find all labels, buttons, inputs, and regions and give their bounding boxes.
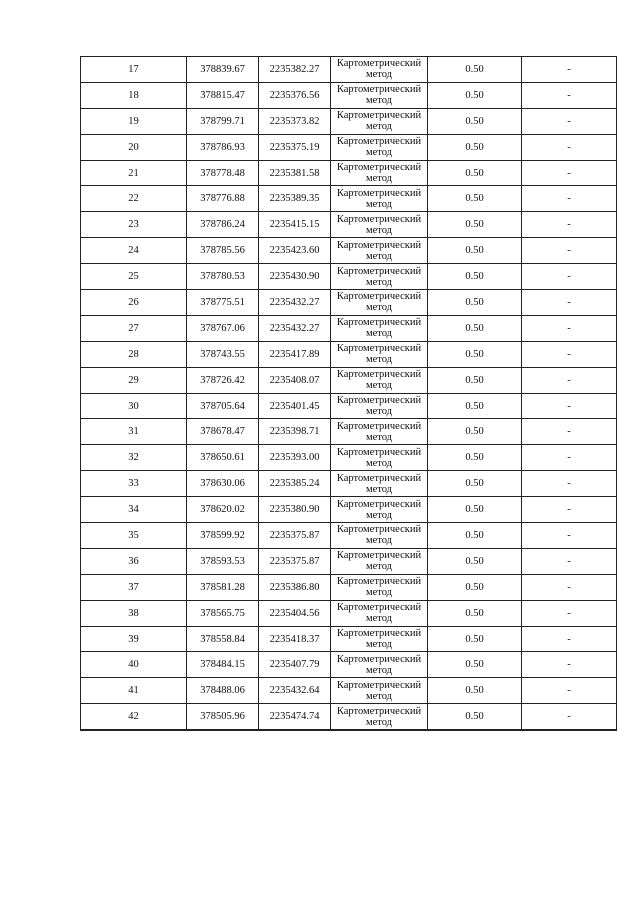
point-number-cell: 20 <box>81 134 187 160</box>
table-row <box>81 471 617 497</box>
method-cell <box>331 497 428 523</box>
x-coordinate-cell: 378780.53 <box>187 264 259 290</box>
method-line-2: метод <box>365 535 393 547</box>
accuracy-cell: 0.50 <box>428 626 522 652</box>
accuracy-cell: 0.50 <box>428 238 522 264</box>
accuracy-cell: 0.50 <box>428 367 522 393</box>
y-coordinate-cell: 2235382.27 <box>259 57 331 83</box>
y-coordinate-cell: 2235385.24 <box>259 471 331 497</box>
extra-cell: - <box>522 523 617 549</box>
x-coordinate-cell: 378650.61 <box>187 445 259 471</box>
method-cell <box>331 108 428 134</box>
method-line-1: Картометрический <box>336 369 422 381</box>
extra-cell: - <box>522 160 617 186</box>
accuracy-cell: 0.50 <box>428 82 522 108</box>
method-cell <box>331 523 428 549</box>
table-row <box>81 548 617 574</box>
method-cell <box>331 341 428 367</box>
point-number-cell: 26 <box>81 290 187 316</box>
point-number-cell: 31 <box>81 419 187 445</box>
method-line-1: Картометрический <box>336 343 422 355</box>
method-cell <box>331 212 428 238</box>
accuracy-cell: 0.50 <box>428 315 522 341</box>
x-coordinate-cell: 378488.06 <box>187 678 259 704</box>
extra-cell: - <box>522 497 617 523</box>
y-coordinate-cell: 2235407.79 <box>259 652 331 678</box>
x-coordinate-cell: 378785.56 <box>187 238 259 264</box>
extra-cell: - <box>522 264 617 290</box>
y-coordinate-cell: 2235415.15 <box>259 212 331 238</box>
method-line-2: метод <box>365 639 393 651</box>
extra-cell: - <box>522 238 617 264</box>
x-coordinate-cell: 378581.28 <box>187 574 259 600</box>
accuracy-cell: 0.50 <box>428 160 522 186</box>
table-row <box>81 574 617 600</box>
y-coordinate-cell: 2235393.00 <box>259 445 331 471</box>
method-line-2: метод <box>365 302 393 314</box>
table-row <box>81 497 617 523</box>
table-row <box>81 367 617 393</box>
y-coordinate-cell: 2235417.89 <box>259 341 331 367</box>
point-number-cell: 27 <box>81 315 187 341</box>
accuracy-cell: 0.50 <box>428 471 522 497</box>
method-line-1: Картометрический <box>336 472 422 484</box>
method-line-1: Картометрический <box>336 628 422 640</box>
x-coordinate-cell: 378599.92 <box>187 523 259 549</box>
accuracy-cell: 0.50 <box>428 212 522 238</box>
method-line-2: метод <box>365 380 393 392</box>
method-line-1: Картометрический <box>336 213 422 225</box>
y-coordinate-cell: 2235375.87 <box>259 523 331 549</box>
point-number-cell: 41 <box>81 678 187 704</box>
method-cell <box>331 548 428 574</box>
table-row <box>81 264 617 290</box>
point-number-cell: 35 <box>81 523 187 549</box>
accuracy-cell: 0.50 <box>428 445 522 471</box>
method-line-2: метод <box>365 224 393 236</box>
x-coordinate-cell: 378505.96 <box>187 704 259 730</box>
x-coordinate-cell: 378565.75 <box>187 600 259 626</box>
extra-cell: - <box>522 57 617 83</box>
point-number-cell: 36 <box>81 548 187 574</box>
table-row <box>81 445 617 471</box>
point-number-cell: 40 <box>81 652 187 678</box>
table-row <box>81 600 617 626</box>
x-coordinate-cell: 378705.64 <box>187 393 259 419</box>
point-number-cell: 33 <box>81 471 187 497</box>
method-cell <box>331 626 428 652</box>
method-line-2: метод <box>365 95 393 107</box>
y-coordinate-cell: 2235474.74 <box>259 704 331 730</box>
table-row <box>81 82 617 108</box>
extra-cell: - <box>522 212 617 238</box>
point-number-cell: 38 <box>81 600 187 626</box>
x-coordinate-cell: 378786.24 <box>187 212 259 238</box>
extra-cell: - <box>522 367 617 393</box>
method-cell <box>331 574 428 600</box>
table-row <box>81 678 617 704</box>
y-coordinate-cell: 2235432.27 <box>259 290 331 316</box>
method-line-1: Картометрический <box>336 524 422 536</box>
y-coordinate-cell: 2235423.60 <box>259 238 331 264</box>
method-cell <box>331 238 428 264</box>
table-row <box>81 290 617 316</box>
table-row <box>81 523 617 549</box>
method-cell <box>331 471 428 497</box>
method-line-2: метод <box>365 690 393 702</box>
table-row <box>81 212 617 238</box>
point-number-cell: 24 <box>81 238 187 264</box>
y-coordinate-cell: 2235375.87 <box>259 548 331 574</box>
point-number-cell: 32 <box>81 445 187 471</box>
method-cell <box>331 367 428 393</box>
table-row <box>81 419 617 445</box>
accuracy-cell: 0.50 <box>428 290 522 316</box>
method-line-2: метод <box>365 354 393 366</box>
point-number-cell: 30 <box>81 393 187 419</box>
y-coordinate-cell: 2235408.07 <box>259 367 331 393</box>
extra-cell: - <box>522 290 617 316</box>
method-line-1: Картометрический <box>336 653 422 665</box>
accuracy-cell: 0.50 <box>428 600 522 626</box>
extra-cell: - <box>522 82 617 108</box>
point-number-cell: 21 <box>81 160 187 186</box>
method-line-1: Картометрический <box>336 498 422 510</box>
x-coordinate-cell: 378767.06 <box>187 315 259 341</box>
table-row <box>81 238 617 264</box>
method-line-2: метод <box>365 509 393 521</box>
method-line-2: метод <box>365 716 393 728</box>
method-line-2: метод <box>365 198 393 210</box>
extra-cell: - <box>522 315 617 341</box>
method-line-2: метод <box>365 406 393 418</box>
table-row <box>81 57 617 83</box>
method-cell <box>331 445 428 471</box>
accuracy-cell: 0.50 <box>428 497 522 523</box>
point-number-cell: 25 <box>81 264 187 290</box>
method-line-1: Картометрический <box>336 291 422 303</box>
y-coordinate-cell: 2235432.64 <box>259 678 331 704</box>
point-number-cell: 23 <box>81 212 187 238</box>
y-coordinate-cell: 2235398.71 <box>259 419 331 445</box>
extra-cell: - <box>522 652 617 678</box>
extra-cell: - <box>522 548 617 574</box>
method-line-1: Картометрический <box>336 705 422 717</box>
method-cell <box>331 160 428 186</box>
extra-cell: - <box>522 445 617 471</box>
method-line-2: метод <box>365 613 393 625</box>
method-cell <box>331 134 428 160</box>
y-coordinate-cell: 2235432.27 <box>259 315 331 341</box>
x-coordinate-cell: 378815.47 <box>187 82 259 108</box>
extra-cell: - <box>522 186 617 212</box>
accuracy-cell: 0.50 <box>428 548 522 574</box>
y-coordinate-cell: 2235375.19 <box>259 134 331 160</box>
table-row <box>81 160 617 186</box>
method-line-2: метод <box>365 173 393 184</box>
point-number-cell: 17 <box>81 57 187 83</box>
method-line-2: метод <box>365 250 393 262</box>
table-row <box>81 315 617 341</box>
extra-cell: - <box>522 341 617 367</box>
method-line-1: Картометрический <box>336 239 422 251</box>
extra-cell: - <box>522 704 617 730</box>
extra-cell: - <box>522 419 617 445</box>
table-row <box>81 186 617 212</box>
accuracy-cell: 0.50 <box>428 186 522 212</box>
method-line-1: Картометрический <box>336 162 422 173</box>
x-coordinate-cell: 378839.67 <box>187 57 259 83</box>
method-line-2: метод <box>365 147 393 159</box>
point-number-cell: 18 <box>81 82 187 108</box>
y-coordinate-cell: 2235386.80 <box>259 574 331 600</box>
point-number-cell: 37 <box>81 574 187 600</box>
y-coordinate-cell: 2235376.56 <box>259 82 331 108</box>
y-coordinate-cell: 2235380.90 <box>259 497 331 523</box>
x-coordinate-cell: 378776.88 <box>187 186 259 212</box>
extra-cell: - <box>522 678 617 704</box>
table-row <box>81 652 617 678</box>
table-row <box>81 341 617 367</box>
accuracy-cell: 0.50 <box>428 652 522 678</box>
x-coordinate-cell: 378799.71 <box>187 108 259 134</box>
accuracy-cell: 0.50 <box>428 341 522 367</box>
table-row <box>81 704 617 730</box>
x-coordinate-cell: 378484.15 <box>187 652 259 678</box>
x-coordinate-cell: 378786.93 <box>187 134 259 160</box>
point-number-cell: 28 <box>81 341 187 367</box>
point-number-cell: 34 <box>81 497 187 523</box>
method-line-2: метод <box>365 328 393 340</box>
y-coordinate-cell: 2235430.90 <box>259 264 331 290</box>
table-row <box>81 626 617 652</box>
y-coordinate-cell: 2235381.58 <box>259 160 331 186</box>
accuracy-cell: 0.50 <box>428 574 522 600</box>
x-coordinate-cell: 378726.42 <box>187 367 259 393</box>
point-number-cell: 19 <box>81 108 187 134</box>
extra-cell: - <box>522 574 617 600</box>
x-coordinate-cell: 378775.51 <box>187 290 259 316</box>
x-coordinate-cell: 378630.06 <box>187 471 259 497</box>
method-cell <box>331 600 428 626</box>
method-line-1: Картометрический <box>336 550 422 562</box>
coordinates-table <box>80 56 617 731</box>
y-coordinate-cell: 2235404.56 <box>259 600 331 626</box>
accuracy-cell: 0.50 <box>428 134 522 160</box>
table-row <box>81 393 617 419</box>
method-line-2: метод <box>365 664 393 676</box>
extra-cell: - <box>522 600 617 626</box>
method-line-1: Картометрический <box>336 446 422 458</box>
x-coordinate-cell: 378593.53 <box>187 548 259 574</box>
method-line-2: метод <box>365 587 393 599</box>
point-number-cell: 29 <box>81 367 187 393</box>
x-coordinate-cell: 378678.47 <box>187 419 259 445</box>
y-coordinate-cell: 2235401.45 <box>259 393 331 419</box>
method-cell <box>331 264 428 290</box>
method-line-2: метод <box>365 69 393 81</box>
x-coordinate-cell: 378743.55 <box>187 341 259 367</box>
accuracy-cell: 0.50 <box>428 393 522 419</box>
method-line-1: Картометрический <box>336 136 422 148</box>
accuracy-cell: 0.50 <box>428 264 522 290</box>
extra-cell: - <box>522 626 617 652</box>
method-line-1: Картометрический <box>336 265 422 277</box>
method-line-1: Картометрический <box>336 420 422 432</box>
extra-cell: - <box>522 471 617 497</box>
method-cell <box>331 678 428 704</box>
method-line-2: метод <box>365 431 393 443</box>
method-line-1: Картометрический <box>336 58 422 70</box>
point-number-cell: 22 <box>81 186 187 212</box>
method-cell <box>331 82 428 108</box>
method-line-1: Картометрический <box>336 576 422 588</box>
method-cell <box>331 57 428 83</box>
extra-cell: - <box>522 393 617 419</box>
method-line-1: Картометрический <box>336 602 422 614</box>
extra-cell: - <box>522 134 617 160</box>
method-cell <box>331 315 428 341</box>
method-line-2: метод <box>365 121 393 133</box>
method-line-1: Картометрический <box>336 317 422 329</box>
accuracy-cell: 0.50 <box>428 108 522 134</box>
table-row <box>81 134 617 160</box>
table-row <box>81 108 617 134</box>
accuracy-cell: 0.50 <box>428 704 522 730</box>
method-cell <box>331 419 428 445</box>
x-coordinate-cell: 378558.84 <box>187 626 259 652</box>
y-coordinate-cell: 2235389.35 <box>259 186 331 212</box>
x-coordinate-cell: 378778.48 <box>187 160 259 186</box>
accuracy-cell: 0.50 <box>428 419 522 445</box>
point-number-cell: 39 <box>81 626 187 652</box>
method-line-1: Картометрический <box>336 110 422 122</box>
method-cell <box>331 290 428 316</box>
method-line-1: Картометрический <box>336 187 422 199</box>
y-coordinate-cell: 2235373.82 <box>259 108 331 134</box>
method-cell <box>331 704 428 730</box>
accuracy-cell: 0.50 <box>428 57 522 83</box>
method-line-2: метод <box>365 276 393 288</box>
accuracy-cell: 0.50 <box>428 678 522 704</box>
method-cell <box>331 393 428 419</box>
method-line-1: Картометрический <box>336 395 422 407</box>
method-line-2: метод <box>365 457 393 469</box>
accuracy-cell: 0.50 <box>428 523 522 549</box>
method-cell <box>331 186 428 212</box>
method-line-2: метод <box>365 483 393 495</box>
point-number-cell: 42 <box>81 704 187 730</box>
extra-cell: - <box>522 108 617 134</box>
method-line-1: Картометрический <box>336 84 422 96</box>
coordinates-table-body <box>81 57 617 731</box>
method-line-1: Картометрический <box>336 679 422 691</box>
y-coordinate-cell: 2235418.37 <box>259 626 331 652</box>
method-line-2: метод <box>365 561 393 573</box>
x-coordinate-cell: 378620.02 <box>187 497 259 523</box>
method-cell <box>331 652 428 678</box>
